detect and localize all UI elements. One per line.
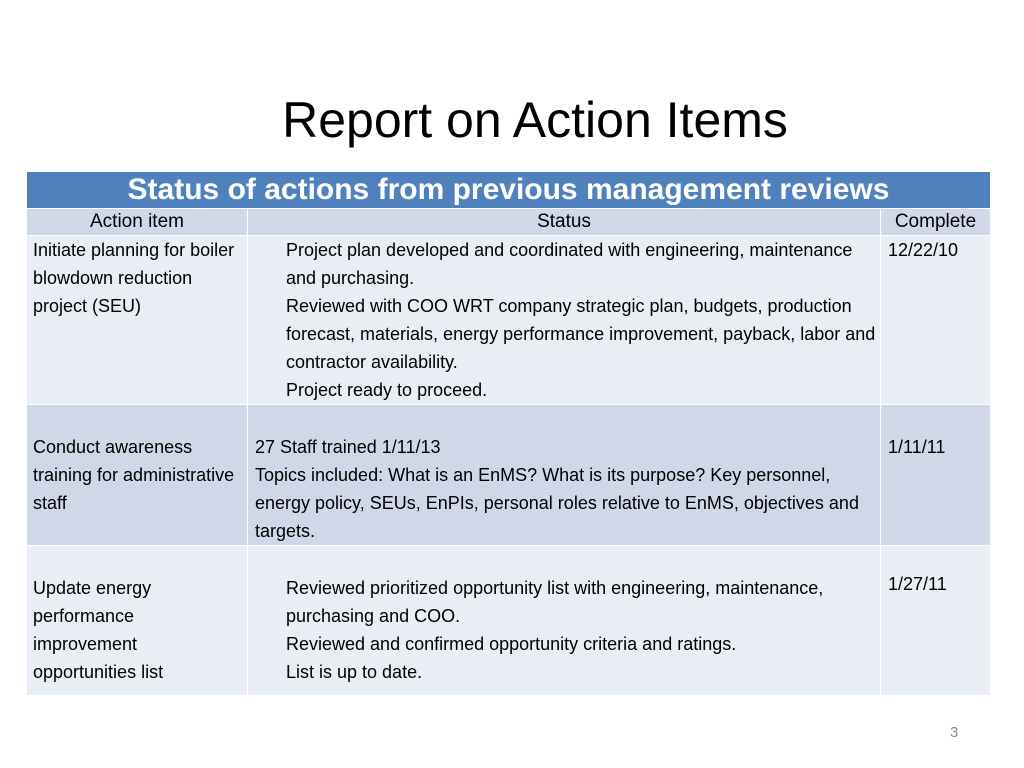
status-line: 27 Staff trained 1/11/13 <box>255 437 441 457</box>
complete-date: 1/11/11 <box>888 437 946 457</box>
header-action-item: Action item <box>27 209 248 236</box>
complete-cell <box>881 546 991 696</box>
action-text: Update energy performance improvement opportunities list <box>33 578 164 682</box>
complete-cell <box>881 236 991 405</box>
status-line: Topics included: What is an EnMS? What is its purpose? Key personnel, energy policy, SEUs, EnPIs, personal roles relative to EnMS, objectives and targets. <box>255 465 859 541</box>
status-cell <box>248 546 881 696</box>
status-line: List is up to date. <box>286 662 423 682</box>
action-cell <box>27 405 248 546</box>
status-cell <box>248 405 881 546</box>
header-row <box>27 209 991 236</box>
status-line: Reviewed and confirmed opportunity criteria and ratings. <box>286 634 737 654</box>
status-cell <box>248 236 881 405</box>
header-complete: Complete <box>881 209 991 236</box>
action-cell <box>27 546 248 696</box>
table-row <box>27 236 991 405</box>
action-items-table <box>26 171 991 696</box>
complete-date: 12/22/10 <box>888 240 959 260</box>
table-row <box>27 546 991 696</box>
page-number: 3 <box>950 724 959 741</box>
status-list <box>248 546 880 686</box>
complete-date: 1/27/11 <box>888 574 947 594</box>
status-line: Project ready to proceed. <box>286 380 488 400</box>
header-status: Status <box>248 209 881 236</box>
action-cell <box>27 236 248 405</box>
table-banner: Status of actions from previous management reviews <box>27 172 991 209</box>
status-list <box>248 236 880 404</box>
table-row <box>27 405 991 546</box>
action-text: Conduct awareness training for administrative staff <box>33 437 235 513</box>
banner-row <box>27 172 991 209</box>
action-text: Initiate planning for boiler blowdown reduction project (SEU) <box>33 240 235 316</box>
status-line: Reviewed prioritized opportunity list with engineering, maintenance, purchasing and COO. <box>286 578 824 626</box>
status-line: Reviewed with COO WRT company strategic plan, budgets, production forecast, materials, energy performance improvement, payback, labor and contractor availability. <box>286 296 876 372</box>
status-line: Project plan developed and coordinated with engineering, maintenance and purchasing. <box>286 240 853 288</box>
complete-cell <box>881 405 991 546</box>
slide-title: Report on Action Items <box>282 92 788 148</box>
